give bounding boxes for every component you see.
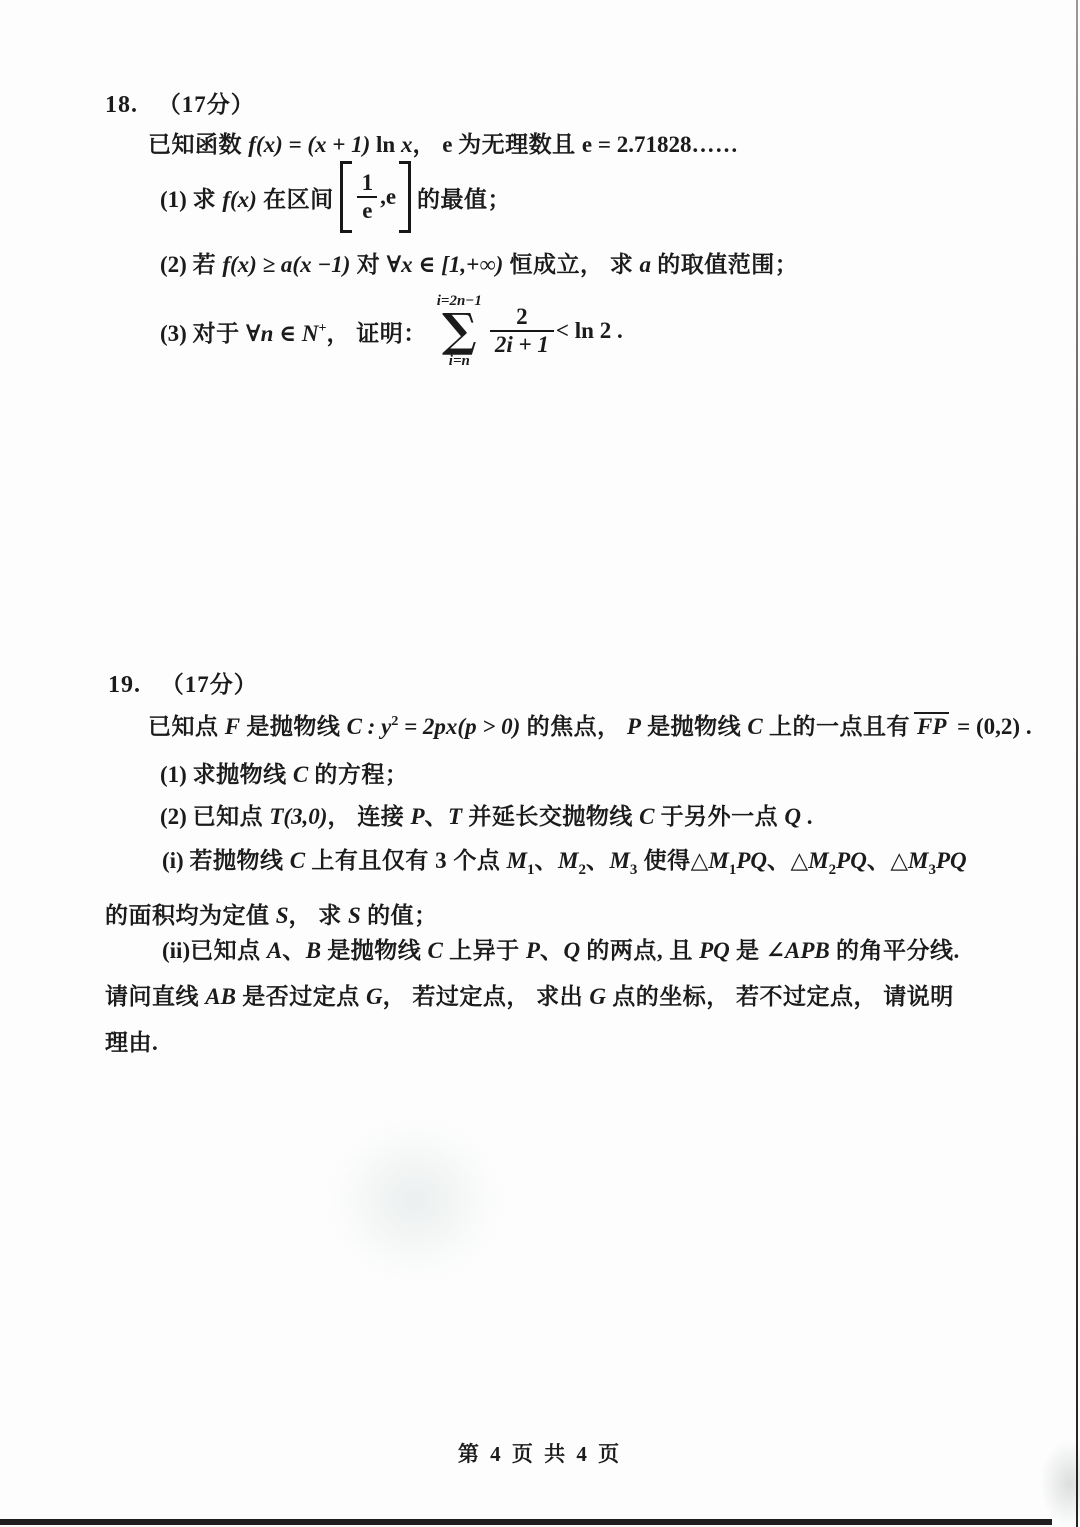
fraction-numerator: 2 [516, 303, 528, 329]
scan-corner-shadow [1040, 1440, 1080, 1527]
page-footer: 第 4 页 共 4 页 [457, 1442, 623, 1466]
q18-part3-post: < ln 2 . [555, 318, 623, 343]
sigma-sum [437, 293, 482, 370]
scan-smudge [330, 1120, 500, 1280]
q19-score: （17分） [160, 672, 258, 697]
q18-part3-pre: (3) 对于 ∀n ∈ N+， 证明： [160, 320, 427, 346]
sum-lower-limit: i=n [448, 352, 470, 369]
scan-edge-bottom [0, 1519, 1052, 1525]
fraction-denominator: e [357, 196, 377, 224]
q19-intro-line: 已知点 F 是抛物线 C : $y^2 = 2px(p > 0)$ 的焦点， P 是抛物线 C 上的一点且有 FP = (0,2) . [148, 714, 1032, 739]
q18-score: （17分） [157, 92, 255, 117]
interval-upper-e: e [385, 184, 397, 209]
q19-header [108, 666, 258, 699]
q19-sub-ii-paragraph: (ii)已知点 A、B 是抛物线 C 上异于 P、Q 的两点, 且 PQ 是 ∠APB 的角平分线. 请问直线 AB 是否过定点 G， 若过定点， 求出 G 点的坐标， 若不过定点， 请说明理由. [105, 938, 960, 1055]
q18-part1-line [160, 160, 511, 234]
q18-header [105, 86, 255, 119]
fraction-2-over-2i-plus-1 [490, 304, 554, 359]
q18-intro-line: 已知函数 f(x) = (x + 1) ln x， e 为无理数且 e = 2.71828…… [148, 132, 739, 157]
sum-upper-limit: i=2n−1 [436, 292, 482, 309]
fraction-denominator: 2i + 1 [490, 330, 554, 358]
interval-separator: , [380, 184, 386, 209]
q18-part1-pre: (1) 求 f(x) 在区间 [160, 186, 334, 212]
scan-edge-right [1076, 0, 1078, 1527]
fraction-1-over-e [357, 170, 379, 225]
q19-sub-i-paragraph: (i) 若抛物线 C 上有且仅有 3 个点 $M_1$、$M_2$、$M_3$ 使得$\triangle M_1PQ$、$\triangle M_2PQ$、$\triangle M_3PQ$ 的面积均为定值 S， 求 S 的值； [105, 848, 967, 928]
q18-number: 18. [105, 92, 138, 118]
q19-part1-line: (1) 求抛物线 C 的方程； [160, 762, 409, 787]
left-bracket-icon [340, 161, 352, 233]
fraction-numerator: 1 [361, 169, 374, 195]
q18-part2-line: (2) 若 f(x) ≥ a(x −1) 对 ∀x ∈ [1,+∞) 恒成立， 求 a 的取值范围； [160, 252, 799, 277]
q18-part1-post: 的最值； [417, 186, 512, 212]
sigma-icon: ∑ [442, 303, 477, 358]
q18-part3-line [160, 292, 623, 370]
right-bracket-icon [399, 161, 411, 233]
q19-part2-line: (2) 已知点 T(3,0)， 连接 P、T 并延长交抛物线 C 于另外一点 Q . [160, 804, 813, 829]
q19-number: 19. [108, 672, 141, 698]
